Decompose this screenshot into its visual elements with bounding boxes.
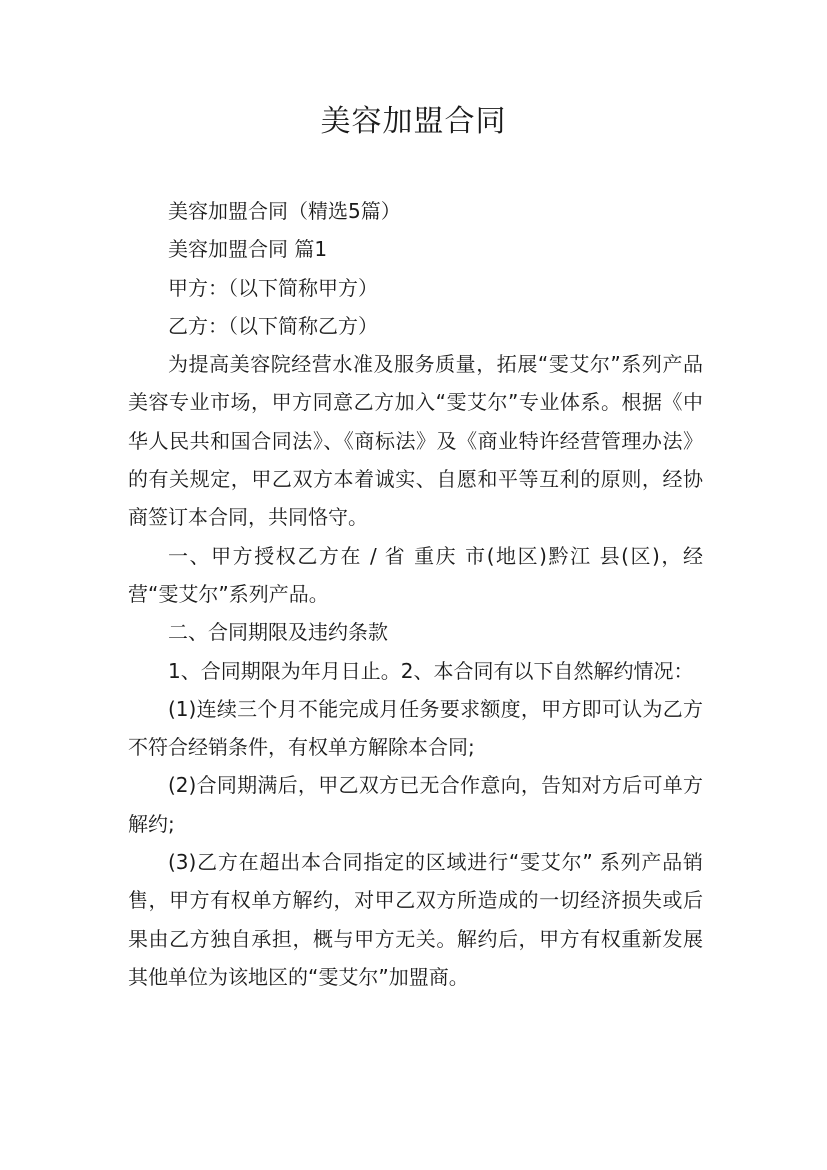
subtitle-paragraph: 美容加盟合同（精选5篇）	[168, 199, 401, 223]
preamble-paragraph: 为提高美容院经营水准及服务质量，拓展“雯艾尔”系列产品美容专业市场，甲方同意乙方加入“雯艾尔”专业体系。根据《中华人民共和国合同法》、《商标法》及《商业特许经营管理办法》的有关规定，甲乙双方本着诚实、自愿和平等互利的原则，经协商签订本合同，共同恪守。	[128, 352, 703, 530]
clause-two-heading: 二、合同期限及违约条款	[168, 620, 388, 645]
term-paragraph: 1、合同期限为年月日止。2、本合同有以下自然解约情况：	[168, 658, 694, 683]
document-body	[128, 192, 703, 996]
termination-item-1: (1)连续三个月不能完成月任务要求额度，甲方即可认为乙方不符合经销条件，有权单方解除本合同;	[128, 696, 703, 760]
termination-item-3: (3)乙方在超出本合同指定的区域进行“雯艾尔” 系列产品销售，甲方有权单方解约，对甲乙双方所造成的一切经济损失或后果由乙方独自承担，概与甲方无关。解约后，甲方有权重新发展其他单位为该地区的“雯艾尔”加盟商。	[128, 850, 703, 989]
party-b-line: 乙方：（以下简称乙方）	[168, 313, 378, 338]
termination-item-2: (2)合同期满后，甲乙双方已无合作意向，告知对方后可单方解约;	[128, 773, 703, 836]
section-heading: 美容加盟合同 篇1	[168, 237, 328, 262]
document-title: 美容加盟合同	[320, 104, 507, 139]
party-a-line: 甲方：（以下简称甲方）	[168, 275, 378, 300]
clause-one-paragraph: 一、甲方授权乙方在 / 省 重庆 市(地区)黔江 县(区)，经营“雯艾尔”系列产品。	[128, 543, 703, 606]
